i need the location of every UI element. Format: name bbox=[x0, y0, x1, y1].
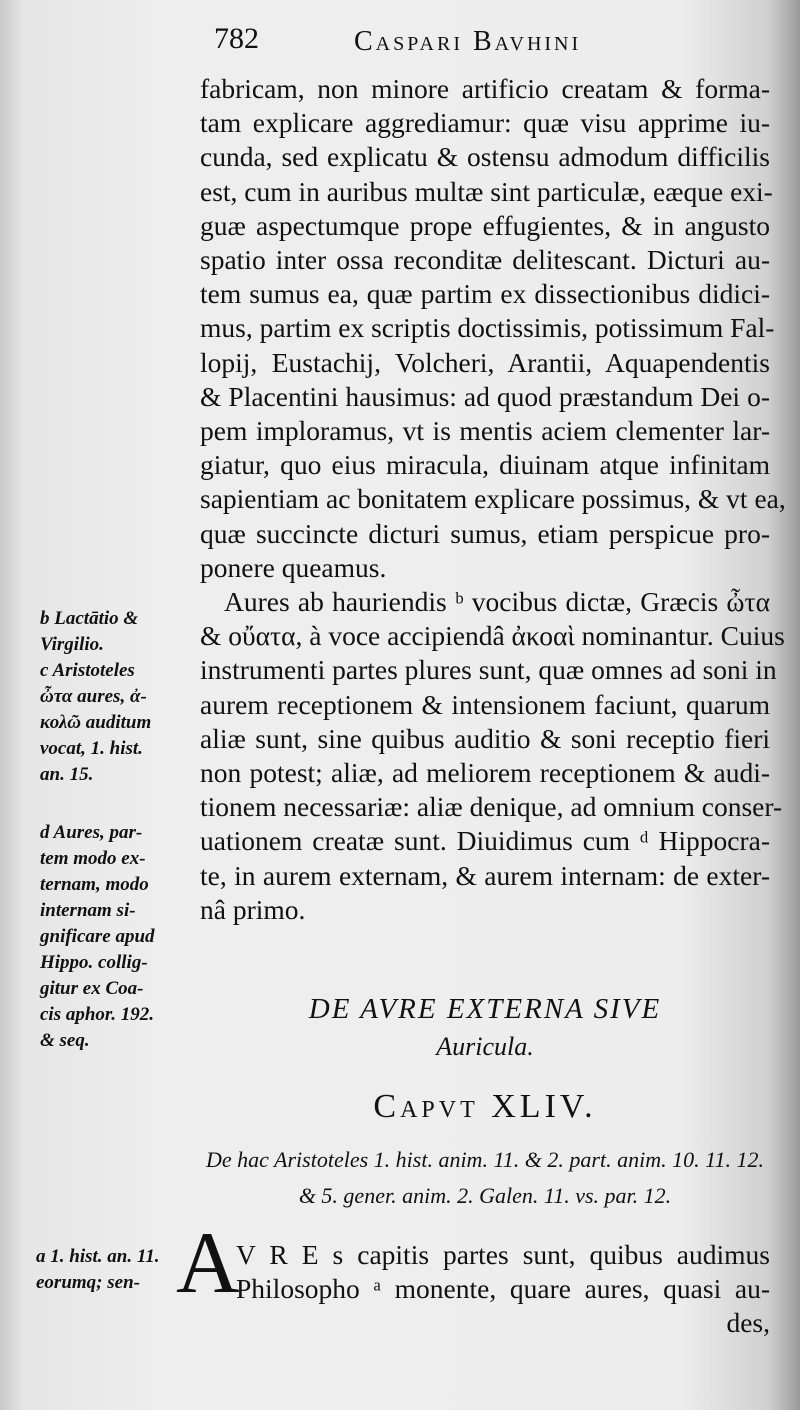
page-number: 782 bbox=[214, 22, 259, 55]
text-line: V R E s capitis partes sunt, quibus audimus bbox=[236, 1239, 770, 1270]
text-line: giatur, quo eius miracula, diuinam atque infinitam bbox=[200, 449, 770, 481]
chapter-source-line: & 5. gener. anim. 2. Galen. 11. vs. par. 12. bbox=[298, 1183, 672, 1208]
text-line: te, in aurem externam, & aurem internam: de exter- bbox=[200, 859, 770, 891]
chapter-sources bbox=[200, 1142, 770, 1214]
margin-note-line: eorumq; sen- bbox=[36, 1272, 140, 1293]
text-line: tionem necessariæ: aliæ denique, ad omnium conser- bbox=[200, 791, 783, 823]
text-line: guæ aspectumque prope effugientes, & in angusto bbox=[200, 209, 770, 241]
text-line: ponere queamus. bbox=[200, 551, 387, 583]
margin-note-line: c Aristoteles bbox=[40, 660, 135, 681]
chapter-subtitle: Auricula. bbox=[436, 1032, 534, 1061]
margin-note bbox=[40, 606, 190, 788]
text-line: quæ succincte dicturi sumus, etiam perspicue pro- bbox=[200, 517, 770, 549]
margin-note-line: gnificare apud bbox=[40, 926, 155, 947]
margin-note-line: tem modo ex- bbox=[40, 848, 146, 869]
text-line: & οὔατα, à voce accipiendâ ἀκοαὶ nominantur. Cuius bbox=[200, 620, 785, 652]
text-line: pem imploramus, vt is mentis aciem clementer lar- bbox=[200, 415, 770, 447]
drop-cap-initial: A bbox=[176, 1215, 240, 1312]
text-line: mus, partim ex scriptis doctissimis, potissimum Fal- bbox=[200, 312, 775, 344]
margin-note bbox=[40, 820, 190, 1054]
margin-note-line: Virgilio. bbox=[40, 634, 104, 655]
running-head: Caspari Bavhini bbox=[354, 26, 582, 57]
margin-note-line: d Aures, par- bbox=[40, 822, 143, 843]
margin-note-line: ternam, modo bbox=[40, 874, 149, 895]
margin-note-line: an. 15. bbox=[40, 764, 94, 785]
main-text bbox=[200, 72, 786, 927]
text-line: tam explicare aggrediamur: quæ visu apprime iu- bbox=[200, 107, 770, 139]
margin-notes bbox=[40, 606, 190, 1086]
text-line: instrumenti partes plures sunt, quæ omnes ad soni in bbox=[200, 654, 777, 686]
chapter-title bbox=[200, 990, 770, 1066]
text-line: Aures ab hauriendis ᵇ vocibus dictæ, Græcis ὦτα bbox=[224, 586, 770, 618]
text-line: nâ primo. bbox=[200, 893, 306, 925]
text-line: Philosopho ᵃ monente, quare aures, quasi au- bbox=[236, 1273, 770, 1304]
margin-note-line: b Lactātio & bbox=[40, 608, 139, 629]
text-line: fabricam, non minore artificio creatam & forma- bbox=[200, 73, 770, 104]
text-line: non potest; aliæ, ad meliorem receptionem & audi- bbox=[200, 757, 770, 789]
text-line: uationem creatæ sunt. Diuidimus cum ᵈ Hippocra- bbox=[200, 825, 770, 857]
text-line: lopij, Eustachij, Volcheri, Arantii, Aquapendentis bbox=[200, 346, 770, 378]
text-line: tem sumus ea, quæ partim ex dissectionibus didici- bbox=[200, 278, 770, 310]
text-line: est, cum in auribus multæ sint particulæ, eæque exi- bbox=[200, 175, 773, 207]
margin-note-line: & seq. bbox=[40, 1030, 90, 1051]
chapter-number: Capvt XLIV. bbox=[373, 1088, 597, 1125]
text-line: aurem receptionem & intensionem faciunt, quarum bbox=[200, 688, 770, 720]
margin-note bbox=[36, 1244, 176, 1296]
margin-note-line: internam si- bbox=[40, 900, 136, 921]
text-line: sapientiam ac bonitatem explicare possimus, & vt ea, bbox=[200, 483, 786, 515]
page-header bbox=[214, 22, 770, 62]
chapter-source-line: De hac Aristoteles 1. hist. anim. 11. & 2. part. anim. 10. 11. 12. bbox=[206, 1147, 764, 1172]
text-line: spatio inter ossa reconditæ delitescant. Dicturi au- bbox=[200, 244, 770, 276]
chapter-title-text: DE AVRE EXTERNA SIVE bbox=[308, 993, 662, 1025]
text-line: aliæ sunt, sine quibus auditio & soni receptio fieri bbox=[200, 722, 770, 754]
text-line: cunda, sed explicatu & ostensu admodum difficilis bbox=[200, 141, 770, 173]
margin-note-line: Hippo. collig- bbox=[40, 952, 148, 973]
margin-note-line: vocat, 1. hist. bbox=[40, 738, 143, 759]
text-line: & Placentini hausimus: ad quod præstandum Dei o- bbox=[200, 380, 770, 412]
margin-note-line: ὦτα aures, ἀ- bbox=[40, 686, 147, 707]
margin-note-line: a 1. hist. an. 11. bbox=[36, 1246, 160, 1267]
margin-note-line: κολῶ auditum bbox=[40, 712, 152, 733]
margin-note-line: cis aphor. 192. bbox=[40, 1004, 155, 1025]
margin-note-line: gitur ex Coa- bbox=[40, 978, 144, 999]
chapter-body bbox=[236, 1238, 770, 1340]
text-line: des, bbox=[726, 1307, 770, 1338]
